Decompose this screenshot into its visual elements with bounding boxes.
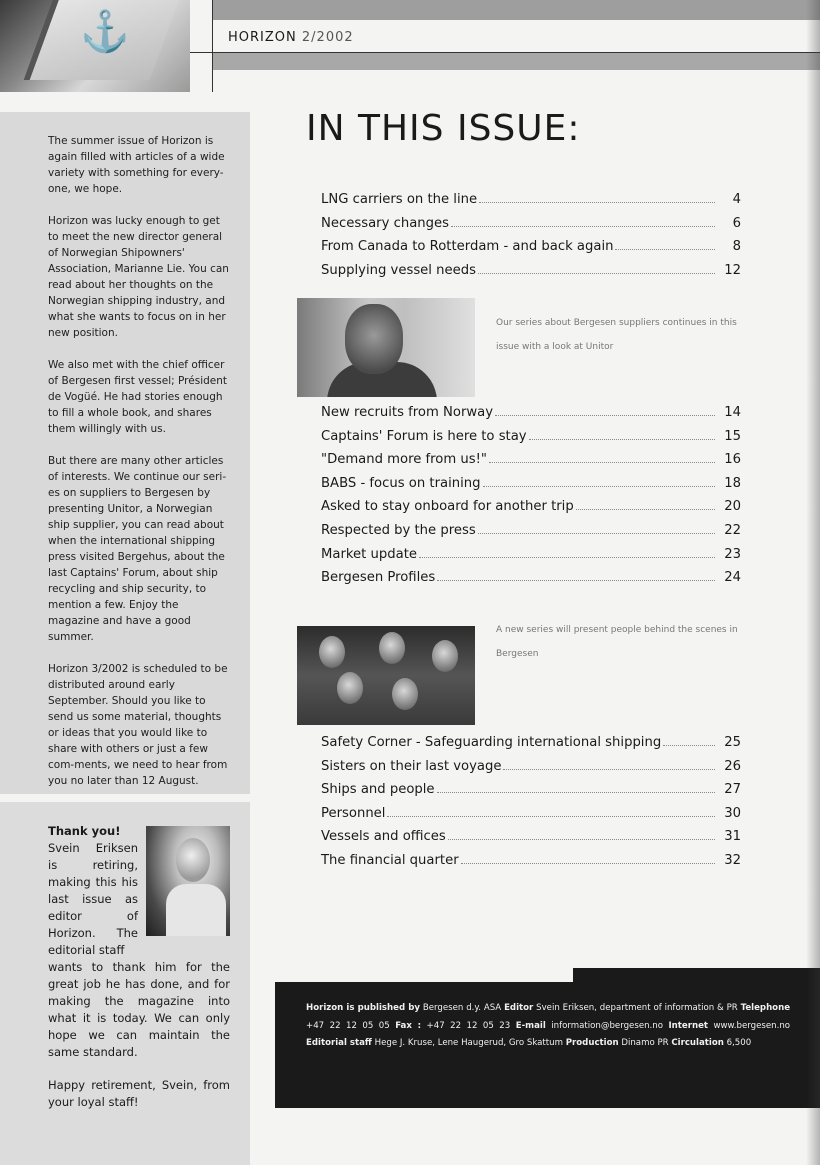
toc-entry[interactable]	[321, 263, 741, 287]
toc-page: 24	[724, 570, 741, 586]
page-title: IN THIS ISSUE:	[306, 108, 581, 149]
leader-dots	[437, 579, 715, 581]
photo-face	[176, 838, 210, 882]
imprint-value: Svein Eriksen, department of information & PR	[536, 1003, 738, 1013]
photo-caption: Our series about Bergesen suppliers continues in this issue with a look at Unitor	[496, 318, 737, 352]
thank-you-heading: Thank you!	[48, 824, 121, 838]
toc-entry[interactable]	[321, 806, 741, 830]
anchor-logo-icon: ⚓	[80, 8, 130, 55]
toc-page: 12	[724, 262, 741, 278]
leader-dots	[489, 461, 715, 463]
toc-group-2	[321, 405, 741, 594]
toc-entry[interactable]	[321, 523, 741, 547]
toc-title: Vessels and offices	[321, 829, 446, 845]
editor-photo	[146, 826, 230, 936]
imprint-label: Circulation	[671, 1038, 724, 1048]
toc-title: Safety Corner - Safeguarding international shipping	[321, 735, 662, 750]
imprint-label: E-mail	[515, 1020, 546, 1031]
toc-title: Personnel	[321, 805, 386, 821]
toc-entry[interactable]	[321, 570, 741, 594]
photo-face	[337, 672, 363, 704]
toc-page: 8	[732, 239, 741, 255]
toc-page: 18	[724, 475, 741, 491]
issue-number: 2/2002	[301, 30, 354, 45]
toc-title: Ships and people	[321, 782, 435, 798]
photo-face	[392, 678, 418, 710]
toc-page: 6	[732, 215, 741, 231]
imprint-label: Editorial staff	[306, 1038, 372, 1048]
photo-figure	[166, 884, 226, 936]
toc-page: 31	[724, 829, 741, 845]
toc-group-1	[321, 192, 741, 286]
intro-paragraph: We also met with the chief officer of Bergesen first vessel; Président de Vogüé. He had stories enough to fill a whole book, and shares them willingly with us.	[48, 359, 228, 435]
header-band	[213, 0, 820, 20]
toc-entry[interactable]	[321, 829, 741, 853]
magazine-name: HORIZON	[228, 30, 297, 45]
toc-page: 27	[724, 782, 741, 798]
intro-paragraph: The summer issue of Horizon is again filled with articles of a wide variety with something for every-one, we hope.	[48, 135, 225, 195]
imprint-value: +47 22 12 05 23	[426, 1020, 511, 1031]
page-edge-shadow	[806, 0, 820, 1165]
intro-paragraph: Horizon was lucky enough to get to meet the new director general of Norwegian Shipowners' Association, Marianne Lie. You can read about her thoughts on the Norwegian shipping industry, and what she wants to focus on in her new position.	[48, 215, 229, 339]
toc-entry[interactable]	[321, 239, 741, 263]
imprint-label: Fax :	[395, 1020, 422, 1031]
imprint-label: Production	[565, 1038, 619, 1048]
toc-title: Respected by the press	[321, 522, 476, 538]
photo-face	[432, 640, 458, 672]
leader-dots	[419, 556, 715, 558]
leader-dots	[461, 862, 715, 864]
toc-title: LNG carriers on the line	[321, 192, 478, 207]
toc-page: 16	[724, 452, 741, 468]
toc-title: The financial quarter	[321, 852, 459, 868]
toc-page: 23	[724, 546, 741, 562]
toc-title: Bergesen Profiles	[321, 570, 436, 586]
running-header	[228, 30, 354, 45]
toc-group-3	[321, 735, 741, 877]
toc-entry[interactable]	[321, 405, 741, 429]
imprint-label: Telephone	[740, 1003, 791, 1013]
header-band-lower	[213, 53, 820, 70]
imprint-value: Dinamo PR	[621, 1038, 669, 1048]
toc-page: 25	[724, 735, 741, 750]
toc-entry[interactable]	[321, 192, 741, 216]
toc-entry[interactable]	[321, 735, 741, 759]
imprint-label: Editor	[504, 1003, 534, 1013]
toc-title: Asked to stay onboard for another trip	[321, 499, 574, 515]
photo-face	[319, 636, 345, 668]
leader-dots	[387, 815, 715, 817]
leader-dots	[503, 768, 715, 770]
imprint-tab	[573, 968, 820, 982]
imprint-label: Horizon is published by	[306, 1003, 420, 1013]
toc-title: "Demand more from us!"	[321, 452, 487, 468]
toc-page: 30	[724, 805, 741, 821]
leader-dots	[451, 225, 715, 227]
imprint-value: Hege J. Kruse, Lene Haugerud, Gro Skattum	[374, 1038, 563, 1048]
leader-dots	[437, 791, 715, 793]
toc-entry[interactable]	[321, 782, 741, 806]
toc-page: 22	[724, 522, 741, 538]
toc-page: 14	[724, 405, 741, 420]
toc-entry[interactable]	[321, 759, 741, 783]
leader-dots	[448, 838, 715, 840]
thank-you-text: Svein Eriksen is retiring, making this his last issue as editor of Horizon. The editorial staff	[48, 841, 138, 957]
toc-page: 20	[724, 499, 741, 515]
toc-entry[interactable]	[321, 476, 741, 500]
toc-entry[interactable]	[321, 499, 741, 523]
leader-dots	[615, 248, 715, 250]
toc-title: Necessary changes	[321, 215, 449, 231]
toc-page: 32	[724, 852, 741, 868]
toc-entry[interactable]	[321, 452, 741, 476]
toc-entry[interactable]	[321, 429, 741, 453]
photo-face	[345, 304, 403, 374]
photo-face	[379, 632, 405, 664]
toc-page: 4	[732, 192, 741, 207]
toc-entry[interactable]	[321, 547, 741, 571]
toc-entry[interactable]	[321, 853, 741, 877]
leader-dots	[576, 508, 715, 510]
imprint-value: +47 22 12 05 05	[306, 1020, 390, 1031]
intro-paragraph: But there are many other articles of interests. We continue our seri-es on suppliers to Bergesen by presenting Unitor, a Norwegian ship supplier, you can read about when the international shipping press visited Bergehus, about the last Captains' Forum, about ship recycling and ship security, to mention a few. Enjoy the magazine and have a good summer.	[48, 455, 227, 643]
leader-dots	[495, 414, 715, 416]
toc-entry[interactable]	[321, 216, 741, 240]
toc-title: From Canada to Rotterdam - and back again	[321, 239, 614, 255]
photo-caption: A new series will present people behind the scenes in Bergesen	[496, 625, 738, 659]
intro-paragraph: Horizon 3/2002 is scheduled to be distributed around early September. Should you like to send us some material, thoughts or ideas that you would like to share with others or just a few com-ments, we need to hear from you no later than 12 August.	[48, 663, 228, 787]
toc-title: Supplying vessel needs	[321, 262, 476, 278]
imprint-value: Bergesen d.y. ASA	[422, 1003, 502, 1013]
header-divider	[212, 0, 213, 92]
imprint-website[interactable]: www.bergesen.no	[713, 1020, 791, 1031]
imprint-box	[275, 982, 820, 1108]
people-photo	[297, 626, 475, 725]
toc-title: BABS - focus on training	[321, 475, 481, 491]
leader-dots	[478, 532, 715, 534]
toc-page: 26	[724, 758, 741, 774]
toc-page: 15	[724, 428, 741, 444]
unitor-photo	[297, 298, 475, 397]
imprint-label: Internet	[668, 1020, 709, 1031]
thank-you-text-continued: wants to thank him for the great job he has done, and for making the magazine into what it is today. We can only hope we can maintain the same standard.	[48, 960, 230, 1059]
leader-dots	[478, 272, 715, 274]
leader-dots	[483, 485, 716, 487]
leader-dots	[529, 438, 715, 440]
toc-title: Captains' Forum is here to stay	[321, 428, 527, 444]
toc-title: Sisters on their last voyage	[321, 758, 502, 774]
toc-title: New recruits from Norway	[321, 405, 494, 420]
thank-you-signoff: Happy retirement, Svein, from your loyal staff!	[48, 1078, 230, 1109]
editorial-intro	[48, 133, 230, 805]
leader-dots	[479, 201, 715, 203]
imprint-value: 6,500	[726, 1038, 752, 1048]
bergesen-logo	[0, 0, 190, 92]
toc-title: Market update	[321, 546, 417, 562]
leader-dots	[663, 744, 715, 746]
imprint-email[interactable]: information@bergesen.no	[551, 1020, 663, 1031]
